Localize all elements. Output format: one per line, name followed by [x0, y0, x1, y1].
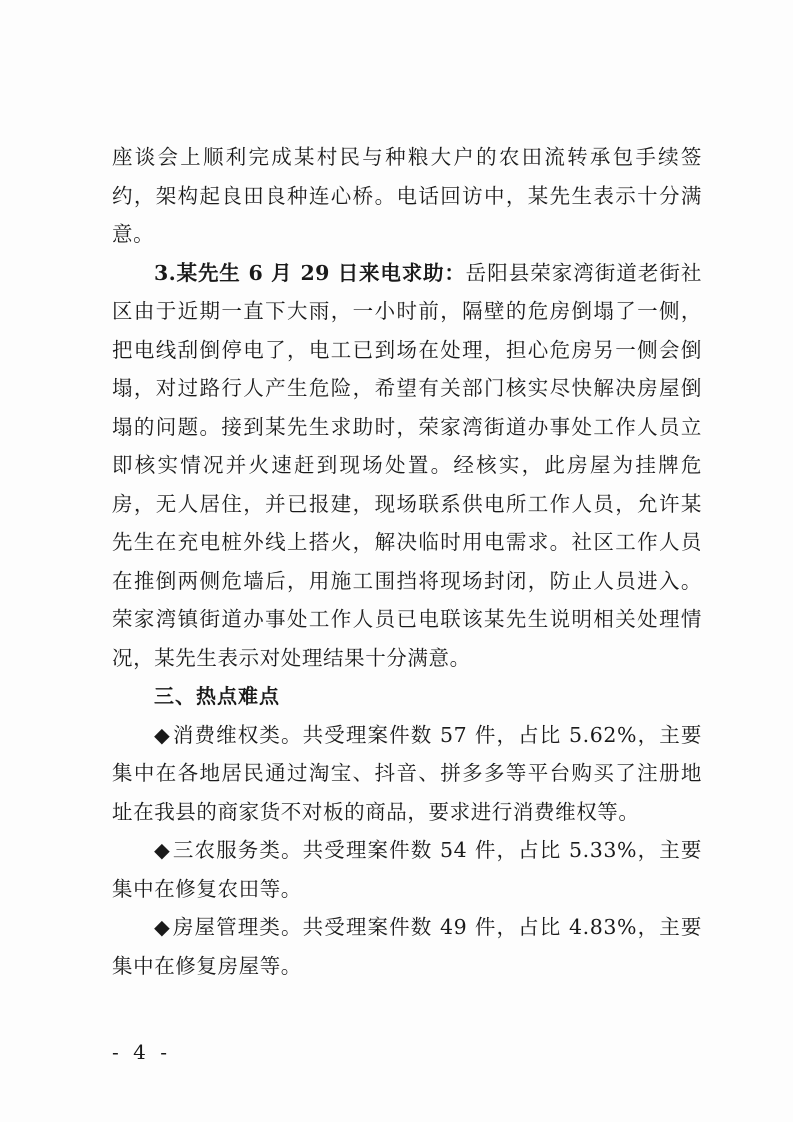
diamond-bullet-icon: ◆: [154, 838, 171, 862]
document-body: [112, 138, 702, 985]
case-3-body: 岳阳县荣家湾街道老街社区由于近期一直下大雨，一小时前，隔壁的危房倒塌了一侧，把电线刮倒停电了，电工已到场在处理，担心危房另一侧会倒塌，对过路行人产生危险，希望有关部门核实尽快解决房屋倒塌的问题。接到某先生求助时，荣家湾街道办事处工作人员立即核实情况并火速赶到现场处置。经核实，此房屋为挂牌危房，无人居住，并已报建，现场联系供电所工作人员，允许某先生在充电桩外线上搭火，解决临时用电需求。社区工作人员在推倒两侧危墙后，用施工围挡将现场封闭，防止人员进入。荣家湾镇街道办事处工作人员已电联该某先生说明相关处理情况，某先生表示对处理结果十分满意。: [112, 260, 702, 670]
page-number: - 4 -: [112, 1040, 171, 1064]
hotspot-item-consumer: [112, 716, 702, 832]
hotspot-text: 三农服务类。共受理案件数 54 件，占比 5.33%，主要集中在修复农田等。: [112, 838, 702, 901]
diamond-bullet-icon: ◆: [154, 722, 171, 747]
hotspot-item-agriculture: [112, 831, 702, 908]
paragraph-continuation: 座谈会上顺利完成某村民与种粮大户的农田流转承包手续签约，架构起良田良种连心桥。电话回访中，某先生表示十分满意。: [112, 145, 702, 246]
hotspot-item-housing: [112, 908, 702, 985]
diamond-bullet-icon: ◆: [154, 915, 171, 939]
hotspot-text: 消费维权类。共受理案件数 57 件，占比 5.62%，主要集中在各地居民通过淘宝、抖音、拼多多等平台购买了注册地址在我县的商家货不对板的商品，要求进行消费维权等。: [112, 722, 702, 824]
case-3-paragraph: [112, 254, 702, 678]
case-3-lead: 3.某先生 6 月 29 日来电求助：: [154, 260, 466, 285]
section-heading: 三、热点难点: [154, 684, 280, 708]
hotspot-text: 房屋管理类。共受理案件数 49 件，占比 4.83%，主要集中在修复房屋等。: [112, 915, 702, 978]
